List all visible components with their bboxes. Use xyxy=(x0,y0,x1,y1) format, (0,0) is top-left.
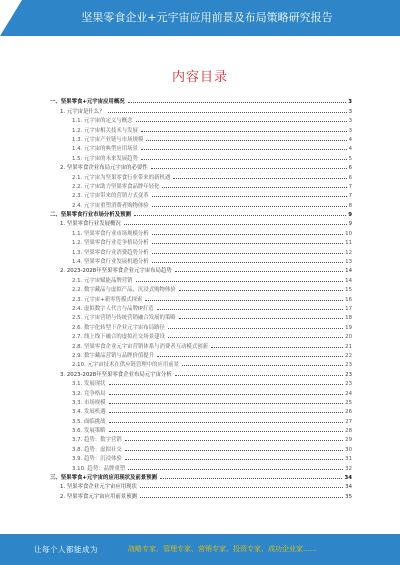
toc-dot-leader xyxy=(109,394,344,395)
toc-dot-leader xyxy=(125,450,343,451)
toc-entry-title: 3. 2023-2028年坚果零食企业布局元宇宙分析 xyxy=(60,371,172,378)
toc-entry-title: 1.1. 坚果零食行业市场规模分析 xyxy=(72,230,149,237)
toc-entry-title: 1. 坚果零食行业发展概况 xyxy=(60,221,121,228)
toc-entry[interactable] xyxy=(50,312,352,321)
toc-entry-page: 3 xyxy=(348,108,352,115)
toc-entry[interactable] xyxy=(50,359,352,368)
toc-entry-page: 17 xyxy=(345,305,352,312)
toc-entry-title: 3.6. 发展策略 xyxy=(72,428,106,435)
toc-entry-page: 3 xyxy=(348,118,352,125)
toc-entry[interactable] xyxy=(50,246,352,255)
footer-banner xyxy=(0,534,400,565)
toc-entry[interactable] xyxy=(50,303,352,312)
toc-heading: 内容目录 xyxy=(171,70,228,85)
toc-entry-page: 8 xyxy=(348,202,352,209)
toc-entry[interactable] xyxy=(50,181,352,190)
toc-entry[interactable] xyxy=(50,237,352,246)
toc-entry-page: 9 xyxy=(348,221,352,228)
toc-entry-page: 4 xyxy=(348,136,352,143)
toc-entry-title: 3.10. 趋势：品牌重塑 xyxy=(72,465,126,472)
toc-dot-leader xyxy=(152,253,343,254)
toc-entry[interactable] xyxy=(50,115,352,124)
toc-entry[interactable] xyxy=(50,368,352,377)
toc-entry-title: 3.5. 面临挑战 xyxy=(72,418,106,425)
toc-entry-title: 1. 元宇宙是什么？ xyxy=(60,108,105,115)
toc-entry-title: 1.5. 元宇宙的未来发展趋势 xyxy=(72,155,138,162)
toc-entry-title: 2.8. 坚果零食企业元宇宙营销体系与消费者互动模式创新 xyxy=(72,343,208,350)
toc-entry[interactable] xyxy=(50,152,352,161)
footer-lead: 让每个人都能成为 xyxy=(34,545,98,554)
toc-dot-leader xyxy=(141,159,347,160)
toc-entry-page: 21 xyxy=(345,343,352,350)
toc-dot-leader xyxy=(152,196,347,197)
toc-entry-page: 34 xyxy=(345,484,352,491)
toc-dot-leader xyxy=(108,112,347,113)
toc-dot-leader xyxy=(182,365,343,366)
toc-entry-page: 26 xyxy=(345,409,352,416)
toc-entry-page: 14 xyxy=(345,268,352,275)
toc-entry-title: 2. 坚果零食元宇宙应用前景预测 xyxy=(60,493,137,500)
toc-entry-page: 12 xyxy=(345,249,352,256)
toc-entry-title: 3.1. 发展现状 xyxy=(72,381,106,388)
toc-entry[interactable] xyxy=(50,406,352,415)
toc-entry-page: 16 xyxy=(345,296,352,303)
toc-entry-title: 3.3. 市场规模 xyxy=(72,399,106,406)
toc-dot-leader xyxy=(109,431,344,432)
header-notch xyxy=(0,0,22,36)
toc-entry-title: 2.1. 元宇宙为坚果零食行业带来的新机遇 xyxy=(72,174,171,181)
toc-entry-page: 9 xyxy=(348,212,352,219)
toc-entry-title: 3.4. 发展机遇 xyxy=(72,409,106,416)
toc-entry[interactable] xyxy=(50,387,352,396)
toc-entry-page: 31 xyxy=(345,456,352,463)
toc-entry-title: 1.4. 坚果零食行业发展机遇分析 xyxy=(72,259,149,266)
toc-entry[interactable] xyxy=(50,256,352,265)
toc-dot-leader xyxy=(168,328,343,329)
toc-entry-page: 11 xyxy=(345,240,352,247)
toc-entry[interactable] xyxy=(50,265,352,274)
toc-entry-title: 2.3. 元宇宙+新零售模式探索 xyxy=(72,296,143,303)
toc-entry-page: 15 xyxy=(345,287,352,294)
toc-entry[interactable] xyxy=(50,105,352,114)
toc-entry-title: 2. 坚果零食企业布局元宇宙的必要性 xyxy=(60,165,148,172)
toc-entry[interactable] xyxy=(50,218,352,227)
toc-dot-leader xyxy=(162,187,346,188)
toc-entry-title: 1.2. 坚果零食行业竞争格局分析 xyxy=(72,240,149,247)
toc-entry-title: 2.1. 元宇宙赋能品牌营销 xyxy=(72,277,133,284)
toc-dot-leader xyxy=(157,356,343,357)
toc-entry-page: 32 xyxy=(345,465,352,472)
toc-entry-title: 1.4. 元宇宙的典型应用场景 xyxy=(72,146,138,153)
toc-entry[interactable] xyxy=(50,331,352,340)
toc-dot-leader xyxy=(179,290,343,291)
toc-entry-title: 2.5. 元宇宙营销与传统营销融合发展的策略 xyxy=(72,315,176,322)
table-of-contents xyxy=(50,96,352,500)
toc-dot-leader xyxy=(146,140,346,141)
toc-dot-leader xyxy=(125,440,343,441)
toc-entry-title: 2.7. 线上线下融合的虚拟社交场景建设 xyxy=(72,334,165,341)
toc-dot-leader xyxy=(152,234,343,235)
toc-entry-page: 35 xyxy=(345,493,352,500)
toc-dot-leader xyxy=(124,224,347,225)
toc-dot-leader xyxy=(175,271,343,272)
toc-entry[interactable] xyxy=(50,190,352,199)
toc-dot-leader xyxy=(109,403,344,404)
toc-dot-leader xyxy=(136,121,347,122)
header-banner xyxy=(0,0,400,36)
toc-entry-title: 2.4. 元宇宙重塑消费者购物体验 xyxy=(72,202,149,209)
toc-dot-leader xyxy=(128,102,347,103)
toc-dot-leader xyxy=(136,281,344,282)
toc-entry-title: 3.7. 趋势：数字营销 xyxy=(72,437,122,444)
toc-dot-leader xyxy=(141,149,347,150)
toc-entry-page: 18 xyxy=(345,315,352,322)
report-title: 坚果零食企业+元宇宙应用前景及布局策略研究报告 xyxy=(81,11,333,24)
toc-entry-title: 2.3. 元宇宙带来的营销方式变革 xyxy=(72,193,149,200)
toc-entry[interactable] xyxy=(50,434,352,443)
toc-entry-page: 6 xyxy=(348,174,352,181)
toc-dot-leader xyxy=(145,300,343,301)
toc-entry[interactable] xyxy=(50,227,352,236)
toc-entry-title: 2.2. 数字藏品与虚拟产品、沉浸式购物体验 xyxy=(72,287,176,294)
toc-entry-title: 3.2. 竞争格局 xyxy=(72,390,106,397)
toc-entry-page: 22 xyxy=(345,352,352,359)
toc-entry[interactable] xyxy=(50,481,352,490)
toc-entry-page: 5 xyxy=(348,155,352,162)
toc-dot-leader xyxy=(140,487,343,488)
toc-entry-page: 13 xyxy=(345,259,352,266)
toc-entry-page: 23 xyxy=(345,371,352,378)
toc-entry-title: 2.6. 数字化转型下企业元宇宙布局路径 xyxy=(72,324,165,331)
toc-entry[interactable] xyxy=(50,397,352,406)
toc-entry-page: 14 xyxy=(345,277,352,284)
toc-entry[interactable] xyxy=(50,425,352,434)
toc-dot-leader xyxy=(109,422,344,423)
toc-entry[interactable] xyxy=(50,134,352,143)
toc-dot-leader xyxy=(175,375,343,376)
toc-entry[interactable] xyxy=(50,490,352,499)
toc-entry[interactable] xyxy=(50,171,352,180)
toc-entry-page: 4 xyxy=(348,146,352,153)
toc-entry-page: 30 xyxy=(345,446,352,453)
toc-entry-title: 一、坚果零食+元宇宙应用概况 xyxy=(50,99,125,106)
toc-entry[interactable] xyxy=(50,321,352,330)
toc-entry-title: 2.4. 虚拟数字人代言与品牌IP打造 xyxy=(72,305,154,312)
toc-entry[interactable] xyxy=(50,462,352,471)
toc-dot-leader xyxy=(152,262,343,263)
toc-entry[interactable] xyxy=(50,209,352,218)
toc-entry[interactable] xyxy=(50,443,352,452)
toc-dot-leader xyxy=(109,412,344,413)
toc-entry-page: 28 xyxy=(345,428,352,435)
toc-entry[interactable] xyxy=(50,274,352,283)
toc-dot-leader xyxy=(211,347,343,348)
toc-entry-title: 1.3. 坚果零食行业消费趋势分析 xyxy=(72,249,149,256)
toc-entry-page: 19 xyxy=(345,324,352,331)
toc-dot-leader xyxy=(125,459,343,460)
toc-entry-title: 二、坚果零食行业市场分析及预测 xyxy=(50,212,131,219)
toc-entry[interactable] xyxy=(50,199,352,208)
toc-entry-page: 29 xyxy=(345,437,352,444)
toc-entry-page: 23 xyxy=(345,362,352,369)
toc-dot-leader xyxy=(109,384,344,385)
toc-entry[interactable] xyxy=(50,453,352,462)
toc-entry-title: 三、坚果零食+元宇宙的应用现状及前景预测 xyxy=(50,475,157,482)
toc-entry-page: 10 xyxy=(345,230,352,237)
toc-entry-page: 25 xyxy=(345,399,352,406)
toc-dot-leader xyxy=(151,168,347,169)
toc-entry[interactable] xyxy=(50,415,352,424)
toc-dot-leader xyxy=(140,497,343,498)
toc-entry-title: 2.9. 数字藏品营销与品牌价值提升 xyxy=(72,352,155,359)
toc-entry-page: 27 xyxy=(345,418,352,425)
toc-dot-leader xyxy=(157,309,344,310)
toc-entry[interactable] xyxy=(50,162,352,171)
toc-entry[interactable] xyxy=(50,124,352,133)
toc-entry-page: 3 xyxy=(348,99,352,106)
toc-entry[interactable] xyxy=(50,293,352,302)
toc-entry-title: 1.3. 元宇宙产业链与市场规模 xyxy=(72,136,144,143)
toc-entry-page: 7 xyxy=(348,183,352,190)
toc-entry-title: 3.8. 趋势：虚拟社交 xyxy=(72,446,122,453)
toc-entry[interactable] xyxy=(50,284,352,293)
toc-entry-page: 3 xyxy=(348,127,352,134)
toc-entry[interactable] xyxy=(50,472,352,481)
toc-dot-leader xyxy=(134,215,346,216)
toc-dot-leader xyxy=(173,178,346,179)
toc-entry[interactable] xyxy=(50,378,352,387)
footer-tags: 战略专家、管理专家、营销专家、投资专家、成功企业家…… xyxy=(128,545,317,553)
toc-dot-leader xyxy=(168,337,343,338)
toc-dot-leader xyxy=(152,206,347,207)
toc-entry-title: 1.1. 元宇宙的定义与概念 xyxy=(72,118,133,125)
toc-entry-page: 7 xyxy=(348,193,352,200)
toc-dot-leader xyxy=(128,469,343,470)
toc-dot-leader xyxy=(179,318,343,319)
toc-entry-page: 23 xyxy=(345,381,352,388)
toc-entry-title: 1.2. 元宇宙相关技术与发展 xyxy=(72,127,138,134)
toc-entry-title: 3.9. 趋势：沉浸体验 xyxy=(72,456,122,463)
toc-dot-leader xyxy=(152,243,343,244)
toc-entry-title: 2.10. 元宇宙技术在供应链管理中的应用前景 xyxy=(72,362,180,369)
toc-entry-title: 1. 坚果零食企业元宇宙应用现状 xyxy=(60,484,137,491)
toc-entry-page: 24 xyxy=(345,390,352,397)
toc-entry-page: 6 xyxy=(348,165,352,172)
toc-dot-leader xyxy=(141,131,347,132)
toc-entry-title: 2.2. 元宇宙助力坚果零食品牌年轻化 xyxy=(72,183,160,190)
toc-entry[interactable] xyxy=(50,96,352,105)
toc-entry-page: 34 xyxy=(344,475,352,482)
toc-entry-title: 2. 2023-2028年坚果零食企业元宇宙布局趋势 xyxy=(60,268,172,275)
toc-entry[interactable] xyxy=(50,143,352,152)
toc-entry[interactable] xyxy=(50,340,352,349)
toc-entry[interactable] xyxy=(50,350,352,359)
toc-dot-leader xyxy=(160,478,343,479)
toc-entry-page: 20 xyxy=(345,334,352,341)
